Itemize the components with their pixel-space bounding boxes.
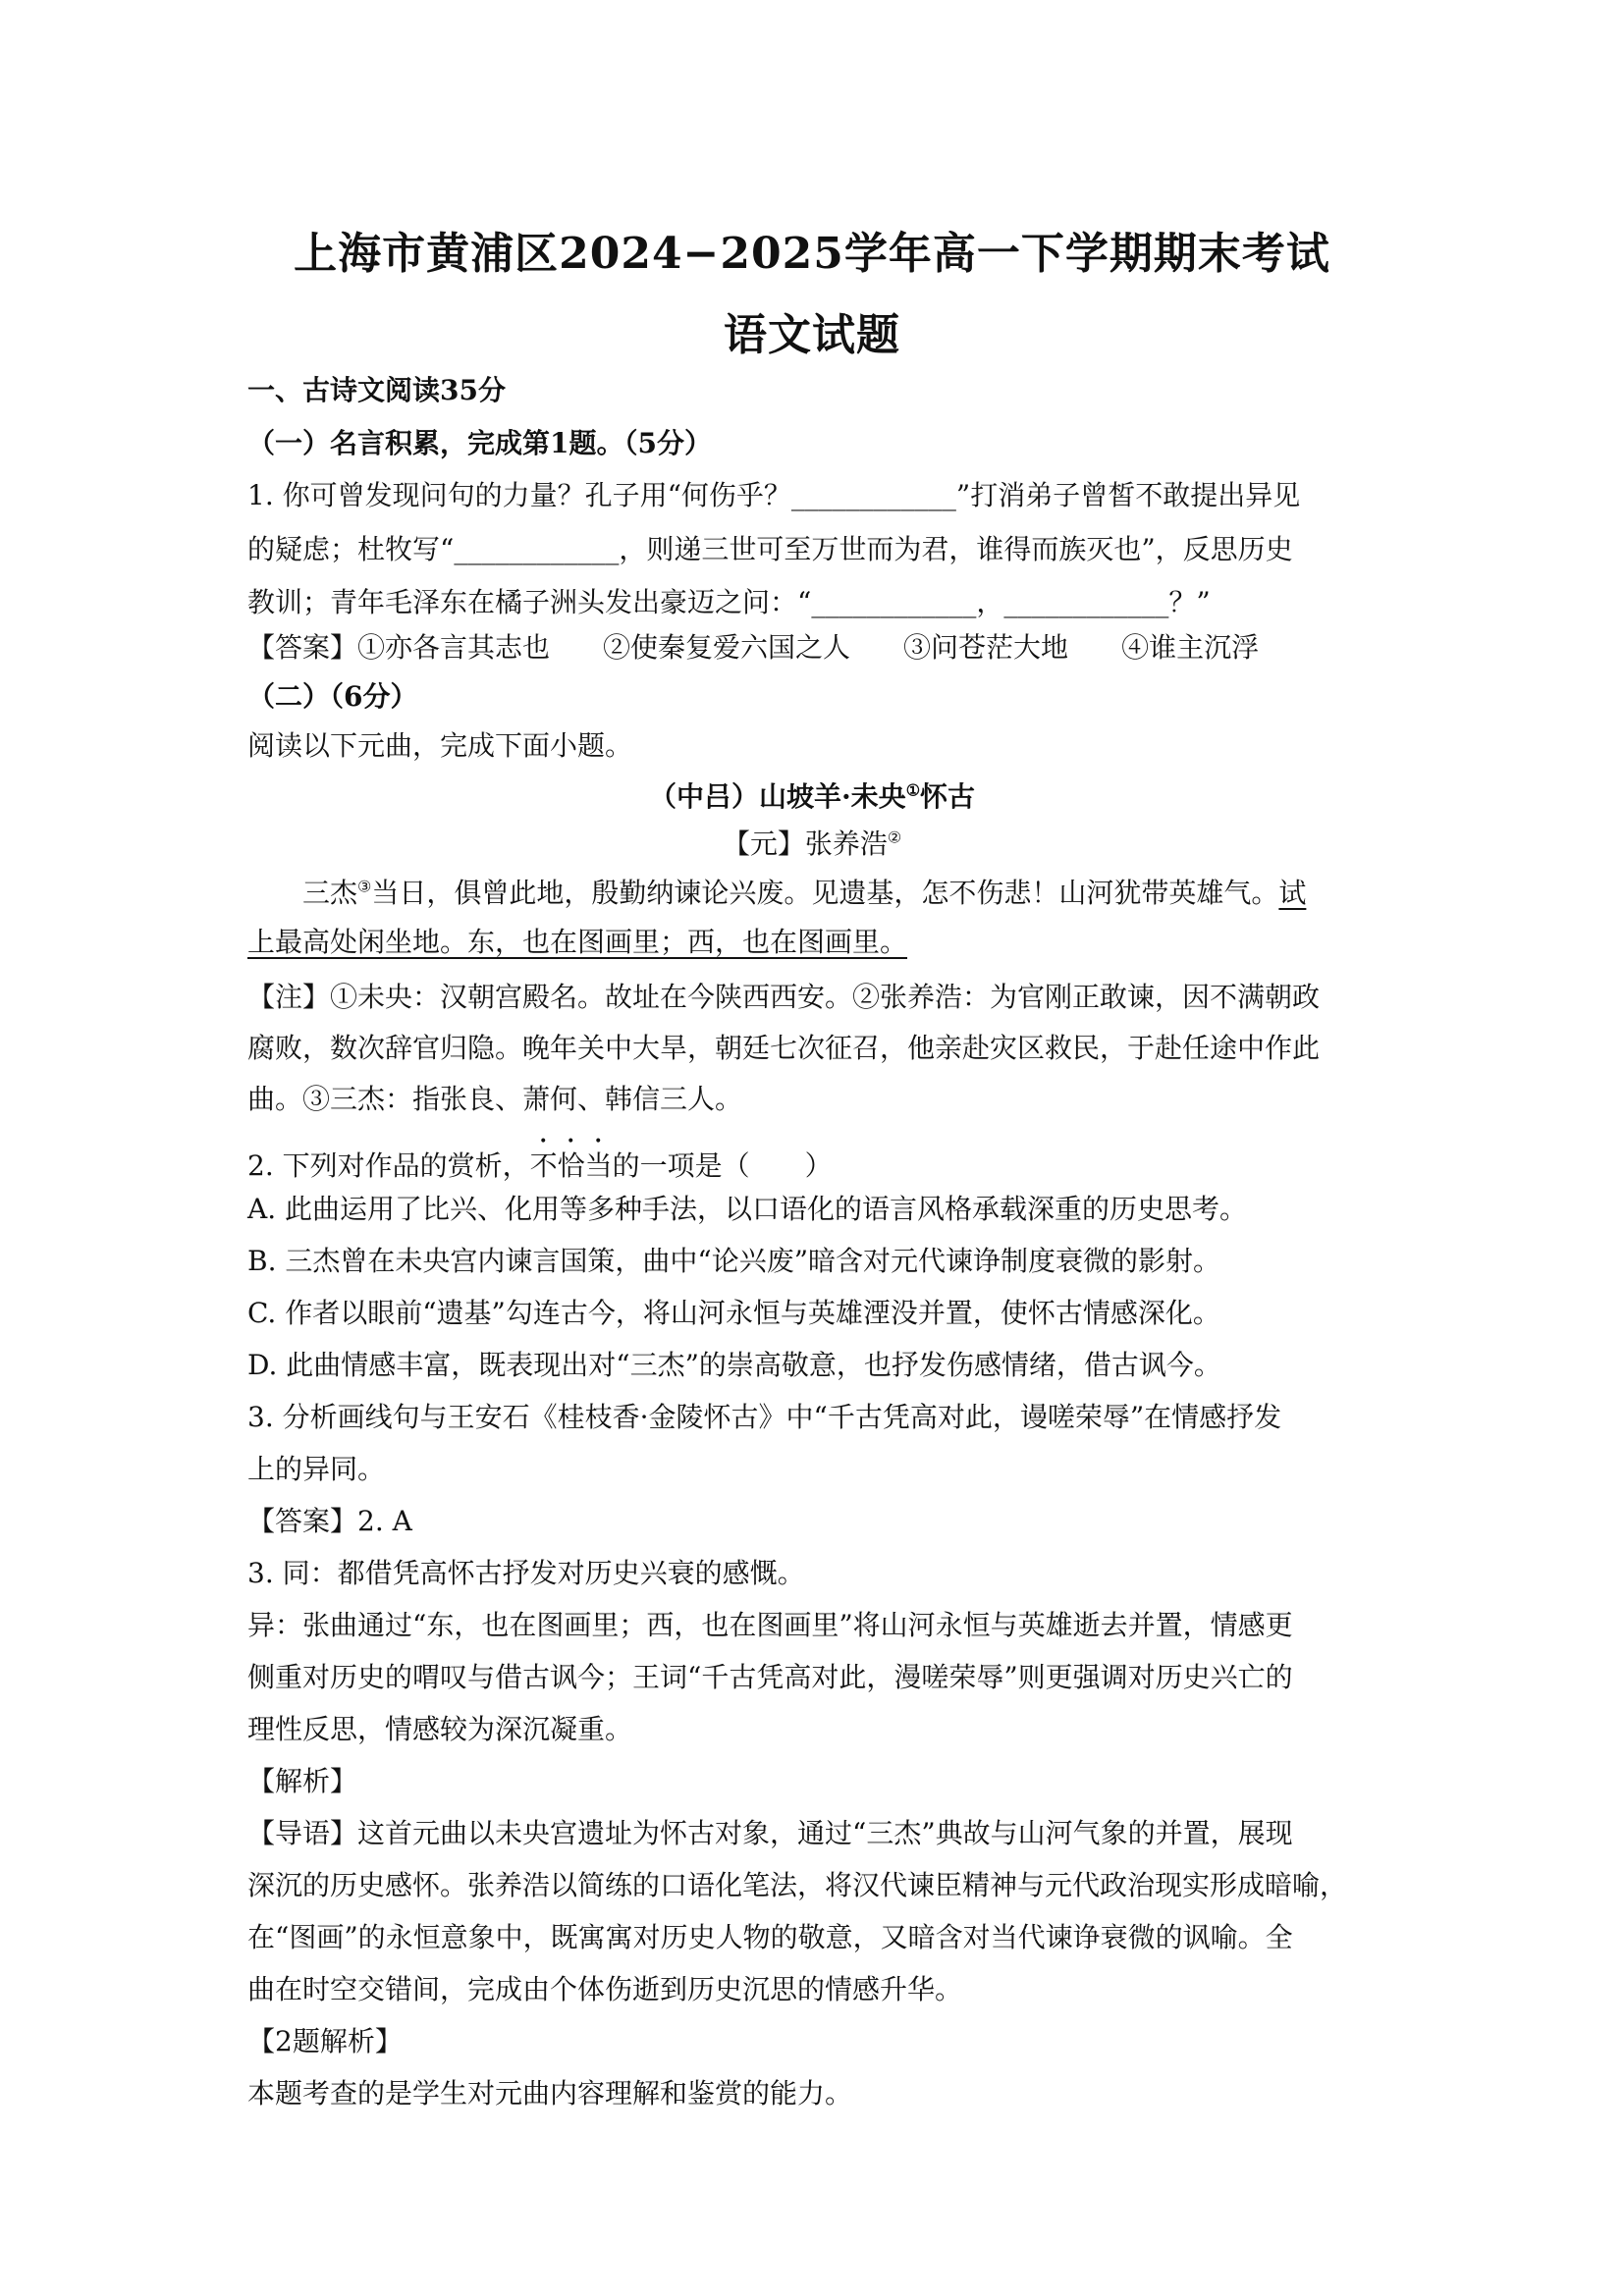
- q3-text-line2: 上的异同。: [247, 1453, 386, 1485]
- guide-line2: 深沉的历史感怀。张养浩以简练的口语化笔法，将汉代谏臣精神与元代政治现实形成暗喻，: [247, 1869, 1348, 1901]
- note-line1: 【注】①未央：汉朝宫殿名。故址在今陕西西安。②张养浩：为官刚正敢谏，因不满朝政: [247, 981, 1321, 1013]
- q1-text-line3: 教训；青年毛泽东在橘子洲头发出豪迈之问：“____________，____________？”: [247, 586, 1211, 618]
- option-c: C. 作者以眼前“遗基”勾连古今，将山河永恒与英雄湮没并置，使怀古情感深化。: [247, 1297, 1220, 1329]
- poem-author: 【元】张养浩②: [722, 828, 902, 860]
- exam-title: 上海市黄浦区2024−2025学年高一下学期期末考试: [294, 229, 1330, 279]
- part2-heading: （二）（6分）: [247, 680, 418, 713]
- q3-text-line1: 3. 分析画线句与王安石《桂枝香·金陵怀古》中“千古凭高对此，谩嗟荣辱”在情感抒发: [247, 1401, 1282, 1433]
- q1-text-line1: 1. 你可曾发现问句的力量？孔子用“何伤乎？____________”打消弟子曾皙不敢提出异见: [247, 479, 1301, 511]
- note-line3: 曲。③三杰：指张良、萧何、韩信三人。: [247, 1083, 743, 1115]
- underlined-sentence: 试: [1278, 877, 1307, 909]
- part2-intro: 阅读以下元曲，完成下面小题。: [247, 729, 633, 762]
- answer-label: 【答案】: [247, 631, 358, 664]
- poem-line1: 三杰③当日，俱曾此地，殷勤纳谏论兴废。见遗基，怎不伤悲！山河犹带英雄气。试: [302, 877, 1307, 909]
- answer-q3-same: 3. 同：都借凭高怀古抒发对历史兴衰的感慨。: [247, 1557, 805, 1589]
- guide-line4: 曲在时空交错间，完成由个体伤逝到历史沉思的情感升华。: [247, 1973, 963, 2005]
- guide-line3: 在“图画”的永恒意象中，既寓寓对历史人物的敬意，又暗含对当代谏诤衰微的讽喻。全: [247, 1921, 1293, 1953]
- emphasized-text: 不恰当: [529, 1149, 613, 1182]
- q2-analysis-text: 本题考查的是学生对元曲内容理解和鉴赏的能力。: [247, 2077, 853, 2109]
- option-d: D. 此曲情感丰富，既表现出对“三杰”的崇高敬意，也抒发伤感情绪，借古讽今。: [247, 1349, 1221, 1381]
- answer-item: ④谁主沉浮: [1121, 631, 1260, 664]
- option-b: B. 三杰曾在未央宫内谏言国策，曲中“论兴废”暗含对元代谏诤制度衰微的影射。: [247, 1245, 1221, 1277]
- answer-q3-diff-line3: 理性反思，情感较为深沉凝重。: [247, 1713, 633, 1745]
- underlined-sentence: 上最高处闲坐地。东，也在图画里；西，也在图画里。: [247, 926, 908, 958]
- answer-item: ①亦各言其志也: [357, 631, 551, 664]
- answer-q3-diff-line1: 异：张曲通过“东，也在图画里；西，也在图画里”将山河永恒与英雄逝去并置，情感更: [247, 1609, 1293, 1641]
- exam-subtitle: 语文试题: [724, 310, 900, 360]
- q2-analysis-label: 【2题解析】: [247, 2025, 403, 2057]
- note-line2: 腐败，数次辞官归隐。晚年关中大旱，朝廷七次征召，他亲赴灾区救民，于赴任途中作此: [247, 1032, 1321, 1064]
- answer-q2: 【答案】2. A: [247, 1505, 412, 1537]
- option-a: A. 此曲运用了比兴、化用等多种手法，以口语化的语言风格承载深重的历史思考。: [247, 1193, 1248, 1225]
- poem-line2: [247, 923, 1386, 962]
- part1-heading: （一）名言积累，完成第1题。（5分）: [247, 427, 712, 459]
- answer-item: ②使秦复爱六国之人: [603, 631, 851, 664]
- poem-title: （中吕）山坡羊·未央①怀古: [648, 780, 976, 813]
- section-heading: 一、古诗文阅读35分: [247, 374, 506, 406]
- q1-text-line2: 的疑虑；杜牧写“____________，则递三世可至万世而为君，谁得而族灭也”，反思历史: [247, 533, 1293, 565]
- analysis-label: 【解析】: [247, 1765, 358, 1797]
- answer-q3-diff-line2: 侧重对历史的喟叹与借古讽今；王词“千古凭高对此，漫嗟荣辱”则更强调对历史兴亡的: [247, 1661, 1293, 1693]
- guide-line1: 【导语】这首元曲以未央宫遗址为怀古对象，通过“三杰”典故与山河气象的并置，展现: [247, 1817, 1293, 1849]
- answer-item: ③问苍茫大地: [903, 631, 1069, 664]
- q2-text: 2. 下列对作品的赏析，不恰当的一项是（ ）: [247, 1149, 833, 1182]
- q1-answer: [247, 628, 1386, 667]
